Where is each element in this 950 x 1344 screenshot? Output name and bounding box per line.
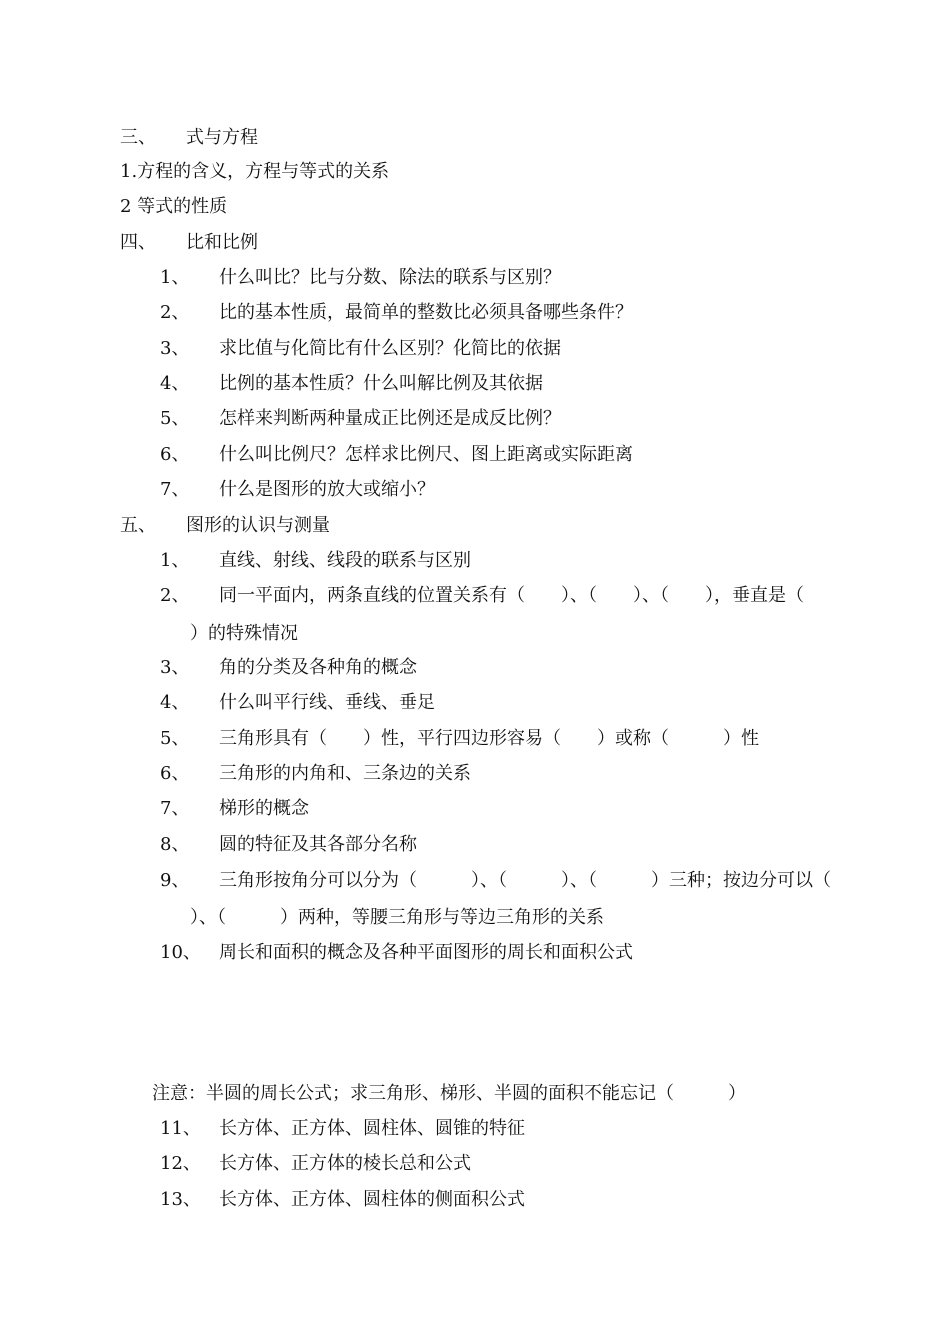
item-text: 怎样来判断两种量成正比例还是成反比例？ bbox=[219, 408, 561, 429]
item-text: 三角形具有（ ）性，平行四边形容易（ ）或称（ ）性 bbox=[219, 728, 759, 749]
list-item bbox=[160, 585, 860, 607]
section-title: 比和比例 bbox=[186, 232, 258, 253]
item-text: 三角形按角分可以分为（ ）、（ ）、（ ）三种；按边分可以（ bbox=[219, 870, 831, 891]
list-item bbox=[160, 479, 860, 501]
item-text: 什么叫平行线、垂线、垂足 bbox=[219, 692, 435, 713]
item-number: 2、 bbox=[160, 302, 190, 323]
section-heading-4 bbox=[120, 232, 420, 254]
item-number: 11、 bbox=[160, 1118, 201, 1139]
item-text: 长方体、正方体、圆柱体、圆锥的特征 bbox=[219, 1118, 525, 1139]
section-number: 五、 bbox=[120, 515, 156, 536]
item-number: 9、 bbox=[160, 870, 190, 891]
list-item bbox=[160, 373, 860, 395]
list-item bbox=[160, 1118, 860, 1140]
item-number: 8、 bbox=[160, 834, 190, 855]
paragraph: 2 等式的性质 bbox=[120, 196, 228, 217]
note-text: 注意：半圆的周长公式；求三角形、梯形、半圆的面积不能忘记（ ） bbox=[152, 1083, 746, 1104]
item-text: 什么是图形的放大或缩小？ bbox=[219, 479, 435, 500]
list-item bbox=[160, 763, 860, 785]
item-number: 7、 bbox=[160, 479, 190, 500]
item-text: 比例的基本性质？什么叫解比例及其依据 bbox=[219, 373, 543, 394]
section-number: 四、 bbox=[120, 232, 156, 253]
list-item bbox=[160, 267, 860, 289]
item-number: 12、 bbox=[160, 1153, 201, 1174]
list-item bbox=[160, 870, 860, 892]
item-text: 什么叫比？比与分数、除法的联系与区别？ bbox=[219, 267, 561, 288]
list-item bbox=[160, 942, 860, 964]
item-number: 6、 bbox=[160, 763, 190, 784]
section-heading-3 bbox=[120, 127, 420, 149]
item-number: 4、 bbox=[160, 692, 190, 713]
item-continuation: ）的特殊情况 bbox=[190, 623, 298, 644]
list-item bbox=[160, 657, 860, 679]
item-number: 5、 bbox=[160, 728, 190, 749]
item-text: 直线、射线、线段的联系与区别 bbox=[219, 550, 471, 571]
list-item bbox=[160, 798, 860, 820]
item-text: 长方体、正方体、圆柱体的侧面积公式 bbox=[219, 1189, 525, 1210]
section-title: 式与方程 bbox=[186, 127, 258, 148]
item-text: 同一平面内，两条直线的位置关系有（ ）、（ ）、（ ），垂直是（ bbox=[219, 585, 804, 606]
item-number: 3、 bbox=[160, 657, 190, 678]
item-continuation: ）、（ ）两种，等腰三角形与等边三角形的关系 bbox=[190, 907, 604, 928]
item-number: 10、 bbox=[160, 942, 201, 963]
item-text: 圆的特征及其各部分名称 bbox=[219, 834, 417, 855]
list-item bbox=[160, 550, 860, 572]
item-number: 1、 bbox=[160, 550, 190, 571]
list-item bbox=[160, 408, 860, 430]
section-number: 三、 bbox=[120, 127, 156, 148]
list-item bbox=[160, 834, 860, 856]
list-item bbox=[160, 338, 860, 360]
item-number: 4、 bbox=[160, 373, 190, 394]
list-item bbox=[160, 302, 860, 324]
list-item bbox=[160, 1189, 860, 1211]
item-number: 3、 bbox=[160, 338, 190, 359]
item-number: 13、 bbox=[160, 1189, 201, 1210]
list-item bbox=[160, 1153, 860, 1175]
paragraph: 1.方程的含义，方程与等式的关系 bbox=[120, 161, 390, 182]
list-item bbox=[160, 692, 860, 714]
item-number: 5、 bbox=[160, 408, 190, 429]
item-text: 求比值与化简比有什么区别？化简比的依据 bbox=[219, 338, 561, 359]
list-item bbox=[160, 444, 860, 466]
item-text: 梯形的概念 bbox=[219, 798, 309, 819]
item-text: 什么叫比例尺？怎样求比例尺、图上距离或实际距离 bbox=[219, 444, 633, 465]
item-text: 角的分类及各种角的概念 bbox=[219, 657, 417, 678]
item-text: 比的基本性质，最简单的整数比必须具备哪些条件？ bbox=[219, 302, 633, 323]
item-number: 6、 bbox=[160, 444, 190, 465]
item-text: 周长和面积的概念及各种平面图形的周长和面积公式 bbox=[219, 942, 633, 963]
item-number: 2、 bbox=[160, 585, 190, 606]
item-text: 长方体、正方体的棱长总和公式 bbox=[219, 1153, 471, 1174]
item-text: 三角形的内角和、三条边的关系 bbox=[219, 763, 471, 784]
list-item bbox=[160, 728, 860, 750]
item-number: 1、 bbox=[160, 267, 190, 288]
section-heading-5 bbox=[120, 515, 420, 537]
section-title: 图形的认识与测量 bbox=[186, 515, 330, 536]
item-number: 7、 bbox=[160, 798, 190, 819]
